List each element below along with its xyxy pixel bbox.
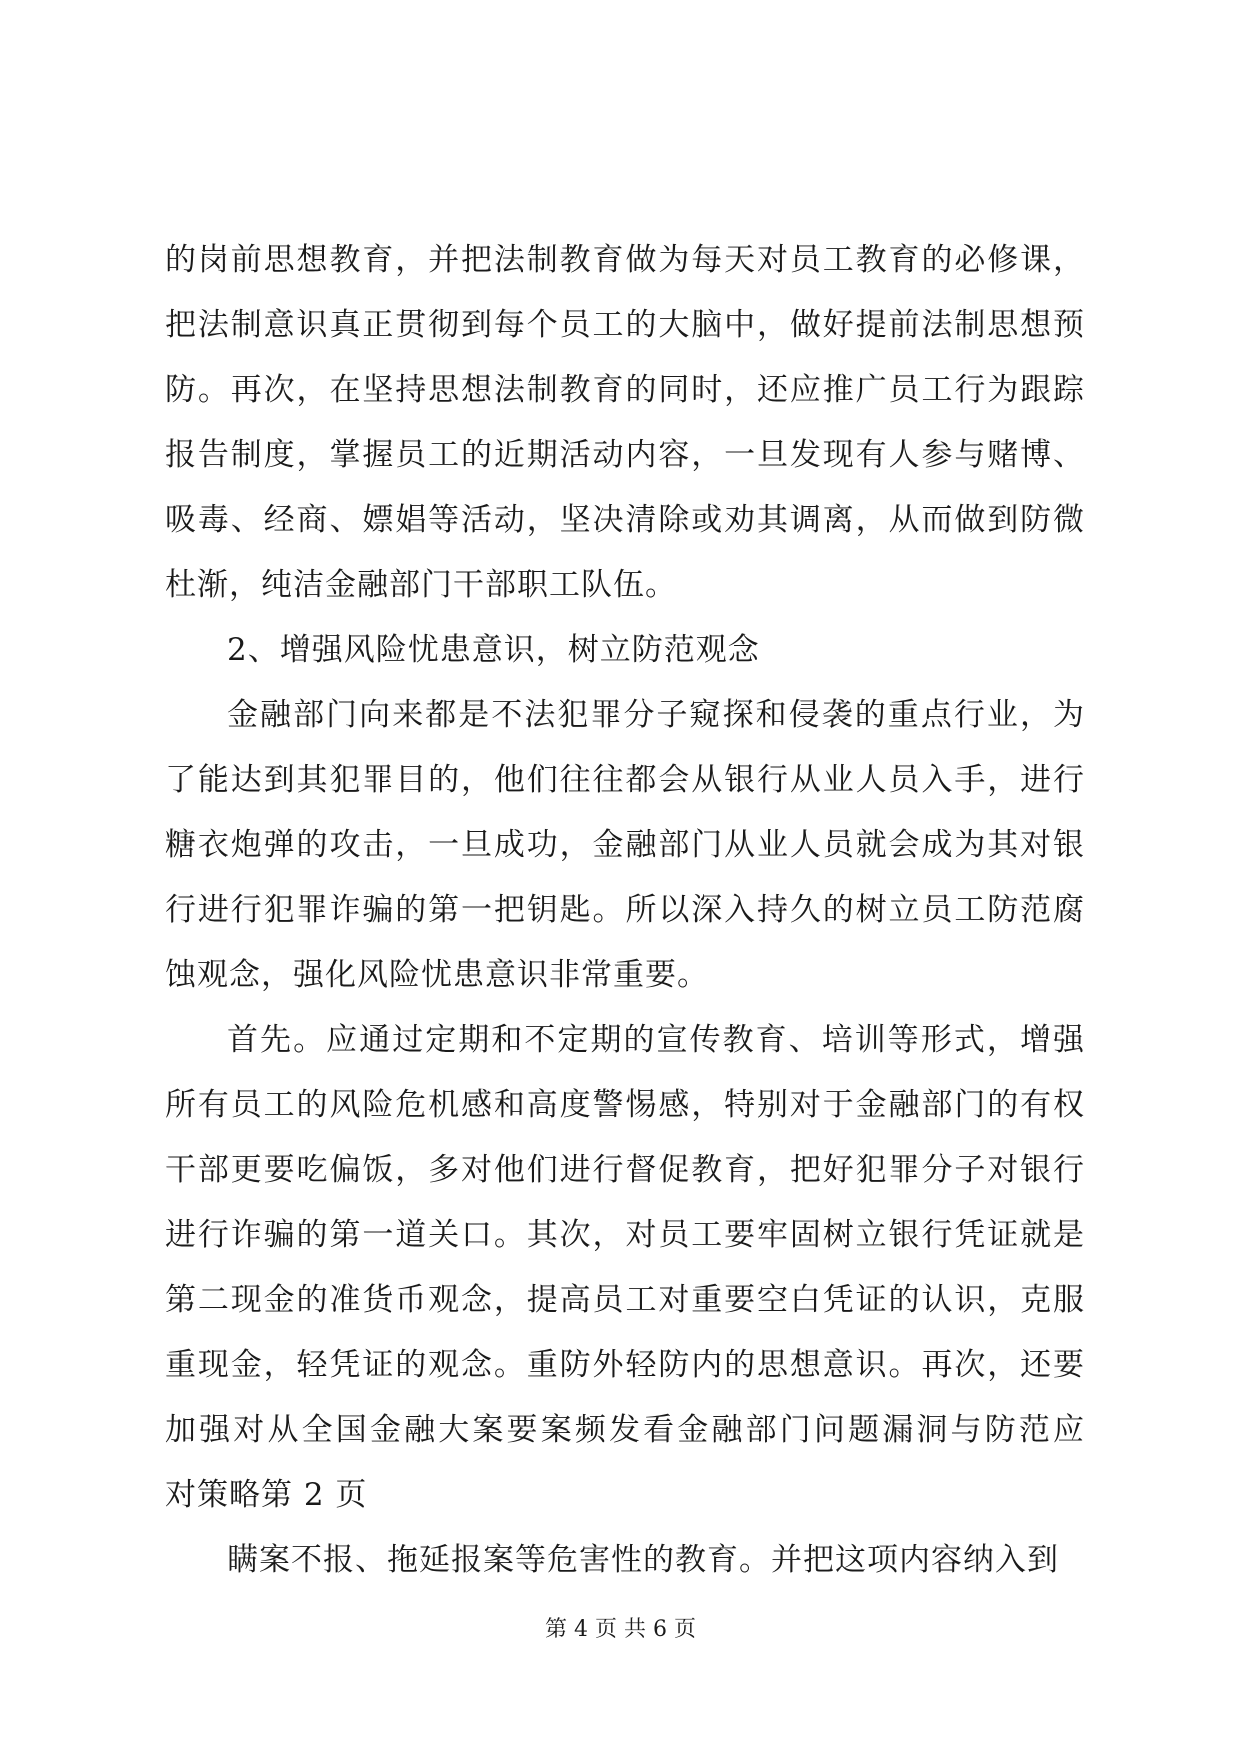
text-line: 重现金，轻凭证的观念。重防外轻防内的思想意识。再次，还要 <box>165 1347 1085 1383</box>
text-line: 对策略第 2 页 <box>165 1477 368 1513</box>
text-line: 了能达到其犯罪目的，他们往往都会从银行从业人员入手，进行 <box>165 762 1085 798</box>
text-line: 加强对从全国金融大案要案频发看金融部门问题漏洞与防范应 <box>165 1412 1085 1448</box>
text-line: 吸毒、经商、嫖娼等活动，坚决清除或劝其调离，从而做到防微 <box>165 502 1085 538</box>
text-line: 报告制度，掌握员工的近期活动内容，一旦发现有人参与赌博、 <box>165 437 1085 473</box>
text-line: 防。再次，在坚持思想法制教育的同时，还应推广员工行为跟踪 <box>165 372 1085 408</box>
text-line: 把法制意识真正贯彻到每个员工的大脑中，做好提前法制思想预 <box>165 307 1085 343</box>
text-line: 的岗前思想教育，并把法制教育做为每天对员工教育的必修课， <box>165 242 1085 278</box>
text-line: 杜渐，纯洁金融部门干部职工队伍。 <box>165 567 677 603</box>
text-line: 所有员工的风险危机感和高度警惕感，特别对于金融部门的有权 <box>165 1087 1085 1123</box>
section-heading: 2、增强风险忧患意识，树立防范观念 <box>227 632 760 668</box>
page-footer: 第 4 页 共 6 页 <box>545 1617 696 1642</box>
text-line: 干部更要吃偏饭，多对他们进行督促教育，把好犯罪分子对银行 <box>165 1152 1085 1188</box>
text-line: 瞒案不报、拖延报案等危害性的教育。并把这项内容纳入到 <box>227 1542 1059 1578</box>
document-body <box>165 228 1085 1593</box>
text-line: 第二现金的准货币观念，提高员工对重要空白凭证的认识，克服 <box>165 1282 1085 1318</box>
text-line: 首先。应通过定期和不定期的宣传教育、培训等形式，增强 <box>227 1022 1085 1058</box>
text-line: 金融部门向来都是不法犯罪分子窥探和侵袭的重点行业，为 <box>227 697 1085 733</box>
text-line: 糖衣炮弹的攻击，一旦成功，金融部门从业人员就会成为其对银 <box>165 827 1085 863</box>
text-line: 蚀观念，强化风险忧患意识非常重要。 <box>165 957 709 993</box>
text-line: 进行诈骗的第一道关口。其次，对员工要牢固树立银行凭证就是 <box>165 1217 1085 1253</box>
text-line: 行进行犯罪诈骗的第一把钥匙。所以深入持久的树立员工防范腐 <box>165 892 1085 928</box>
